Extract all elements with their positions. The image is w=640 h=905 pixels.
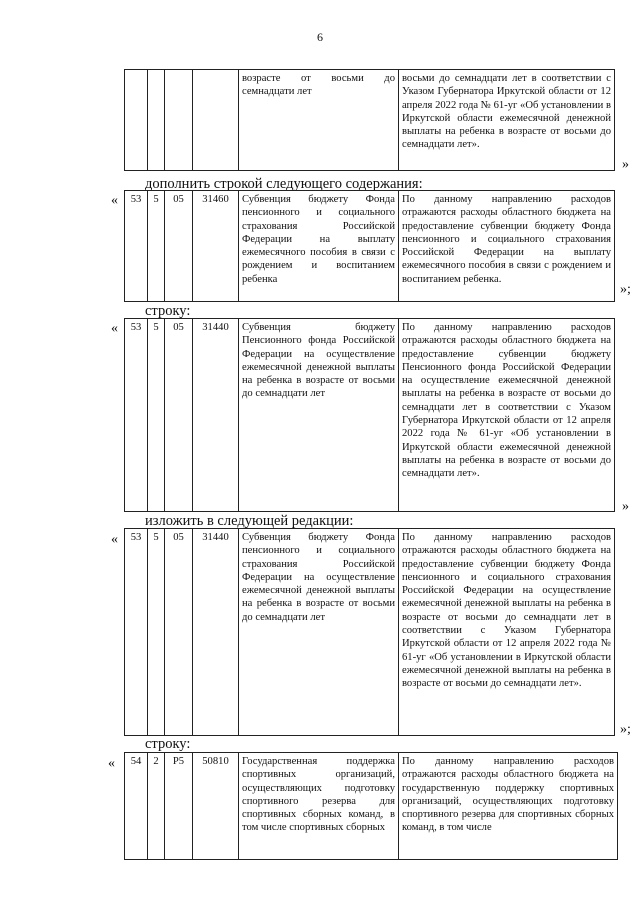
cell-expense-name: Субвенция бюджету Пенсионного фонда Российской Федерации на осуществление ежемесячной денежной выплаты на ребенка в возрасте от восьми до семнадцати лет [239, 319, 399, 512]
opening-quote: « [108, 756, 115, 771]
cell-code-3: P5 [165, 753, 193, 860]
cell-expense-description: По данному направлению расходов отражаются расходы областного бюджета на предоставление субвенции бюджету Пенсионного фонда Российской Федерации на осуществление ежемесячной денежной выплаты на ребенка в возрасте от восьми до семнадцати лет в соответствии с Указом Губернатора Иркутской области от 12 апреля 2022 года № 61-уг «Об установлении в Иркутской области ежемесячной денежной выплаты на ребенка в возрасте от восьми до семнадцати лет». [399, 319, 615, 512]
cell-empty [148, 70, 165, 171]
instruction-row-label: строку: [145, 736, 191, 752]
cell-code-3: 05 [165, 529, 193, 736]
cell-code-4: 31440 [193, 319, 239, 512]
cell-code-3: 05 [165, 319, 193, 512]
opening-quote: « [111, 321, 118, 336]
cell-code-3: 05 [165, 191, 193, 302]
cell-code-2: 5 [148, 191, 165, 302]
instruction-add-row: дополнить строкой следующего содержания: [145, 176, 423, 192]
cell-code-1: 53 [125, 191, 148, 302]
closing-quote: » [622, 499, 629, 514]
table-row [125, 529, 615, 736]
cell-empty [165, 70, 193, 171]
page-number: 6 [317, 30, 323, 44]
table-fragment-new-row [124, 190, 615, 302]
cell-expense-name: Государственная поддержка спортивных организаций, осуществляющих подготовку спортивного резерва для спортивных сборных команд, в том числе спортивных сборных [239, 753, 399, 860]
cell-code-1: 53 [125, 529, 148, 736]
cell-expense-name: Субвенция бюджету Фонда пенсионного и социального страхования Российской Федерации на осуществление ежемесячной денежной выплаты на ребенка в возрасте от восьми до семнадцати лет [239, 529, 399, 736]
cell-code-1: 54 [125, 753, 148, 860]
cell-code-4: 31440 [193, 529, 239, 736]
table-fragment-next-row [124, 752, 618, 860]
table-fragment-continued [124, 69, 615, 171]
cell-code-2: 2 [148, 753, 165, 860]
cell-empty [193, 70, 239, 171]
opening-quote: « [111, 193, 118, 208]
cell-expense-description: По данному направлению расходов отражаются расходы областного бюджета на государственную поддержку спортивных организаций, осуществляющих подготовку спортивного резерва для спортивных сборных команд, в том числе [399, 753, 618, 860]
table-row [125, 191, 615, 302]
cell-expense-description: По данному направлению расходов отражаются расходы областного бюджета на предоставление субвенции бюджету Фонда пенсионного и социального страхования Российской Федерации на выплату ежемесячного пособия в связи с рождением и воспитанием ребенка. [399, 191, 615, 302]
opening-quote: « [111, 532, 118, 547]
cell-empty [125, 70, 148, 171]
closing-quote: »; [620, 722, 631, 737]
cell-expense-name: возрасте от восьми до семнадцати лет [239, 70, 399, 171]
table-row [125, 319, 615, 512]
cell-code-4: 50810 [193, 753, 239, 860]
cell-code-4: 31460 [193, 191, 239, 302]
table-row [125, 753, 618, 860]
table-fragment-replacement-row [124, 528, 615, 736]
cell-expense-name: Субвенция бюджету Фонда пенсионного и социального страхования Российской Федерации на выплату ежемесячного пособия в связи с рождением и воспитанием ребенка [239, 191, 399, 302]
closing-quote: »; [620, 282, 631, 297]
instruction-replace: изложить в следующей редакции: [145, 513, 354, 529]
instruction-row-label: строку: [145, 303, 191, 319]
table-fragment-old-row [124, 318, 615, 512]
table-row [125, 70, 615, 171]
cell-code-2: 5 [148, 319, 165, 512]
cell-expense-description: восьми до семнадцати лет в соответствии с Указом Губернатора Иркутской области от 12 апреля 2022 года № 61-уг «Об установлении в Иркутской области ежемесячной денежной выплаты на ребенка в возрасте от восьми до семнадцати лет». [399, 70, 615, 171]
cell-expense-description: По данному направлению расходов отражаются расходы областного бюджета на предоставление субвенции бюджету Фонда пенсионного и социального страхования Российской Федерации на осуществление ежемесячной денежной выплаты на ребенка в возрасте от восьми до семнадцати лет в соответствии с Указом Губернатора Иркутской области от 12 апреля 2022 года № 61-уг «Об установлении в Иркутской области ежемесячной денежной выплаты на ребенка в возрасте от восьми до семнадцати лет». [399, 529, 615, 736]
closing-quote: » [622, 157, 629, 172]
cell-code-2: 5 [148, 529, 165, 736]
cell-code-1: 53 [125, 319, 148, 512]
